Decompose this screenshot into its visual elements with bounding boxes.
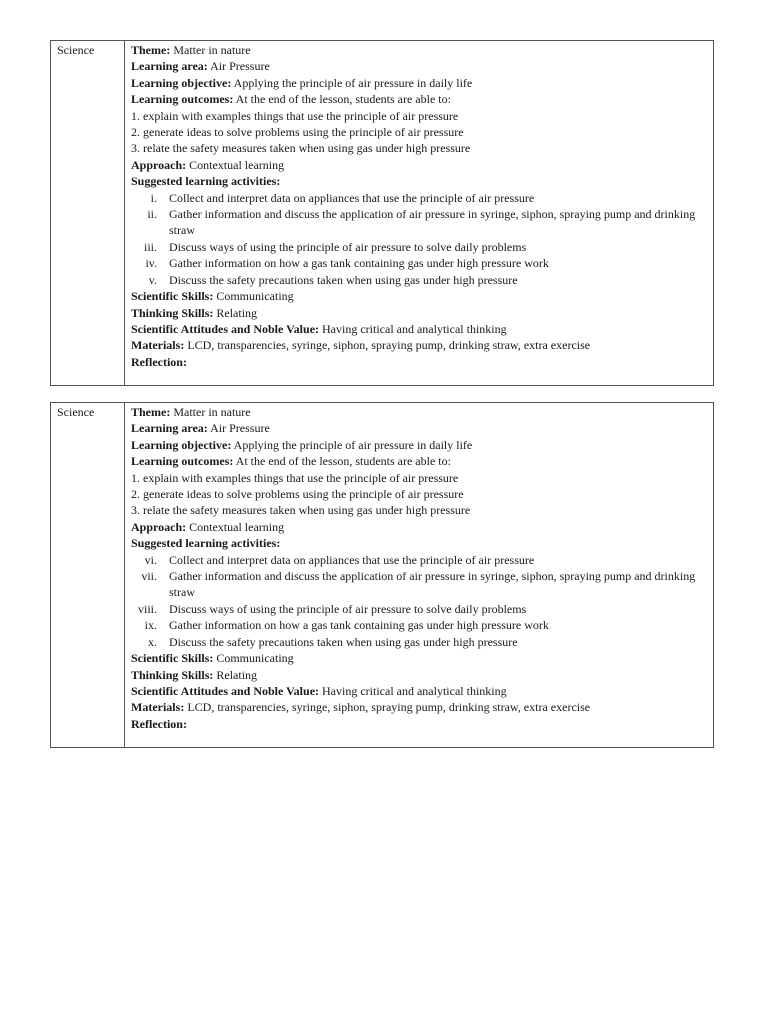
approach-row: [131, 157, 713, 173]
activity-item: [131, 272, 713, 288]
content-cell: [125, 403, 713, 747]
materials-row: [131, 699, 713, 715]
subject-cell: [51, 41, 125, 385]
materials-label: Materials:: [131, 338, 185, 353]
activity-number: ii.: [147, 207, 157, 222]
activities-label: Suggested learning activities:: [131, 536, 281, 551]
area-label: Learning area:: [131, 59, 208, 74]
approach-label: Approach:: [131, 157, 187, 172]
objective-row: [131, 75, 713, 91]
activity-item: [131, 634, 713, 650]
skills-label: Scientific Skills:: [131, 651, 214, 666]
attitudes-row: [131, 683, 713, 699]
attitudes-label: Scientific Attitudes and Noble Value:: [131, 683, 320, 698]
thinking-row: [131, 667, 713, 683]
activity-item: [131, 255, 713, 271]
activity-text: Discuss the safety precautions taken when using gas under high pressure: [169, 634, 518, 649]
materials-row: [131, 337, 713, 353]
thinking-label: Thinking Skills:: [131, 305, 214, 320]
attitudes-value: Having critical and analytical thinking: [322, 321, 507, 336]
theme-value: Matter in nature: [173, 43, 251, 57]
content-cell: [125, 41, 713, 385]
activity-item: [131, 552, 713, 568]
activity-number: iv.: [145, 256, 157, 271]
area-value: Air Pressure: [210, 421, 270, 436]
lesson-plan-table-1: [50, 40, 714, 386]
outcomes-row: [131, 91, 713, 107]
activity-number: viii.: [137, 601, 157, 616]
subject-label: Science: [57, 43, 95, 57]
skills-value: Communicating: [216, 651, 294, 666]
outcome-item: 3. relate the safety measures taken when using gas under high pressure: [131, 141, 471, 156]
approach-row: [131, 519, 713, 535]
theme-value: Matter in nature: [173, 405, 251, 419]
activity-number: x.: [148, 634, 157, 649]
outcome-item: 3. relate the safety measures taken when using gas under high pressure: [131, 503, 471, 518]
materials-label: Materials:: [131, 700, 185, 715]
attitudes-label: Scientific Attitudes and Noble Value:: [131, 321, 320, 336]
outcomes-intro: At the end of the lesson, students are able to:: [235, 92, 451, 107]
thinking-value: Relating: [216, 305, 258, 320]
lesson-plan-table-2: [50, 402, 714, 748]
outcome-item: 2. generate ideas to solve problems using the principle of air pressure: [131, 487, 464, 502]
skills-label: Scientific Skills:: [131, 289, 214, 304]
activity-number: vii.: [141, 569, 157, 584]
activity-text: Gather information and discuss the application of air pressure in syringe, siphon, spraying pump and drinking straw: [169, 207, 696, 238]
skills-row: [131, 288, 713, 304]
outcomes-label: Learning outcomes:: [131, 454, 234, 469]
objective-label: Learning objective:: [131, 75, 232, 90]
area-value: Air Pressure: [210, 59, 270, 74]
area-label: Learning area:: [131, 421, 208, 436]
objective-label: Learning objective:: [131, 437, 232, 452]
approach-value: Contextual learning: [189, 157, 285, 172]
activity-item: [131, 601, 713, 617]
area-row: [131, 420, 713, 436]
activity-number: iii.: [143, 239, 157, 254]
theme-label: Theme:: [131, 43, 171, 57]
subject-label: Science: [57, 405, 95, 419]
activity-item: [131, 239, 713, 255]
activity-text: Gather information on how a gas tank containing gas under high pressure work: [169, 256, 549, 271]
thinking-value: Relating: [216, 667, 258, 682]
objective-row: [131, 437, 713, 453]
activity-text: Collect and interpret data on appliances that use the principle of air pressure: [169, 552, 535, 567]
materials-value: LCD, transparencies, syringe, siphon, spraying pump, drinking straw, extra exercise: [187, 338, 591, 353]
thinking-row: [131, 305, 713, 321]
skills-row: [131, 650, 713, 666]
activities-label: Suggested learning activities:: [131, 174, 281, 189]
activity-item: [131, 568, 713, 601]
activity-text: Gather information and discuss the application of air pressure in syringe, siphon, spraying pump and drinking straw: [169, 569, 696, 600]
theme-row: [131, 404, 713, 420]
approach-label: Approach:: [131, 519, 187, 534]
outcomes-intro: At the end of the lesson, students are able to:: [235, 454, 451, 469]
skills-value: Communicating: [216, 289, 294, 304]
outcome-item: 2. generate ideas to solve problems using the principle of air pressure: [131, 125, 464, 140]
attitudes-value: Having critical and analytical thinking: [322, 683, 507, 698]
outcome-item: 1. explain with examples things that use the principle of air pressure: [131, 470, 459, 485]
theme-row: [131, 42, 713, 58]
outcome-item: 1. explain with examples things that use the principle of air pressure: [131, 108, 459, 123]
activity-text: Discuss ways of using the principle of air pressure to solve daily problems: [169, 601, 527, 616]
activity-number: vi.: [144, 552, 157, 567]
activity-item: [131, 206, 713, 239]
activity-number: i.: [150, 190, 157, 205]
activity-item: [131, 190, 713, 206]
theme-label: Theme:: [131, 405, 171, 419]
activity-text: Discuss the safety precautions taken when using gas under high pressure: [169, 272, 518, 287]
objective-value: Applying the principle of air pressure in daily life: [233, 75, 473, 90]
activity-text: Gather information on how a gas tank containing gas under high pressure work: [169, 618, 549, 633]
reflection-label: Reflection:: [131, 716, 187, 731]
activity-text: Discuss ways of using the principle of air pressure to solve daily problems: [169, 239, 527, 254]
activity-number: ix.: [144, 618, 157, 633]
outcomes-label: Learning outcomes:: [131, 92, 234, 107]
attitudes-row: [131, 321, 713, 337]
materials-value: LCD, transparencies, syringe, siphon, spraying pump, drinking straw, extra exercise: [187, 700, 591, 715]
reflection-label: Reflection:: [131, 354, 187, 369]
subject-cell: [51, 403, 125, 747]
outcomes-row: [131, 453, 713, 469]
activity-item: [131, 617, 713, 633]
thinking-label: Thinking Skills:: [131, 667, 214, 682]
activity-text: Collect and interpret data on appliances that use the principle of air pressure: [169, 190, 535, 205]
objective-value: Applying the principle of air pressure in daily life: [233, 437, 473, 452]
activity-number: v.: [148, 272, 157, 287]
area-row: [131, 58, 713, 74]
approach-value: Contextual learning: [189, 519, 285, 534]
